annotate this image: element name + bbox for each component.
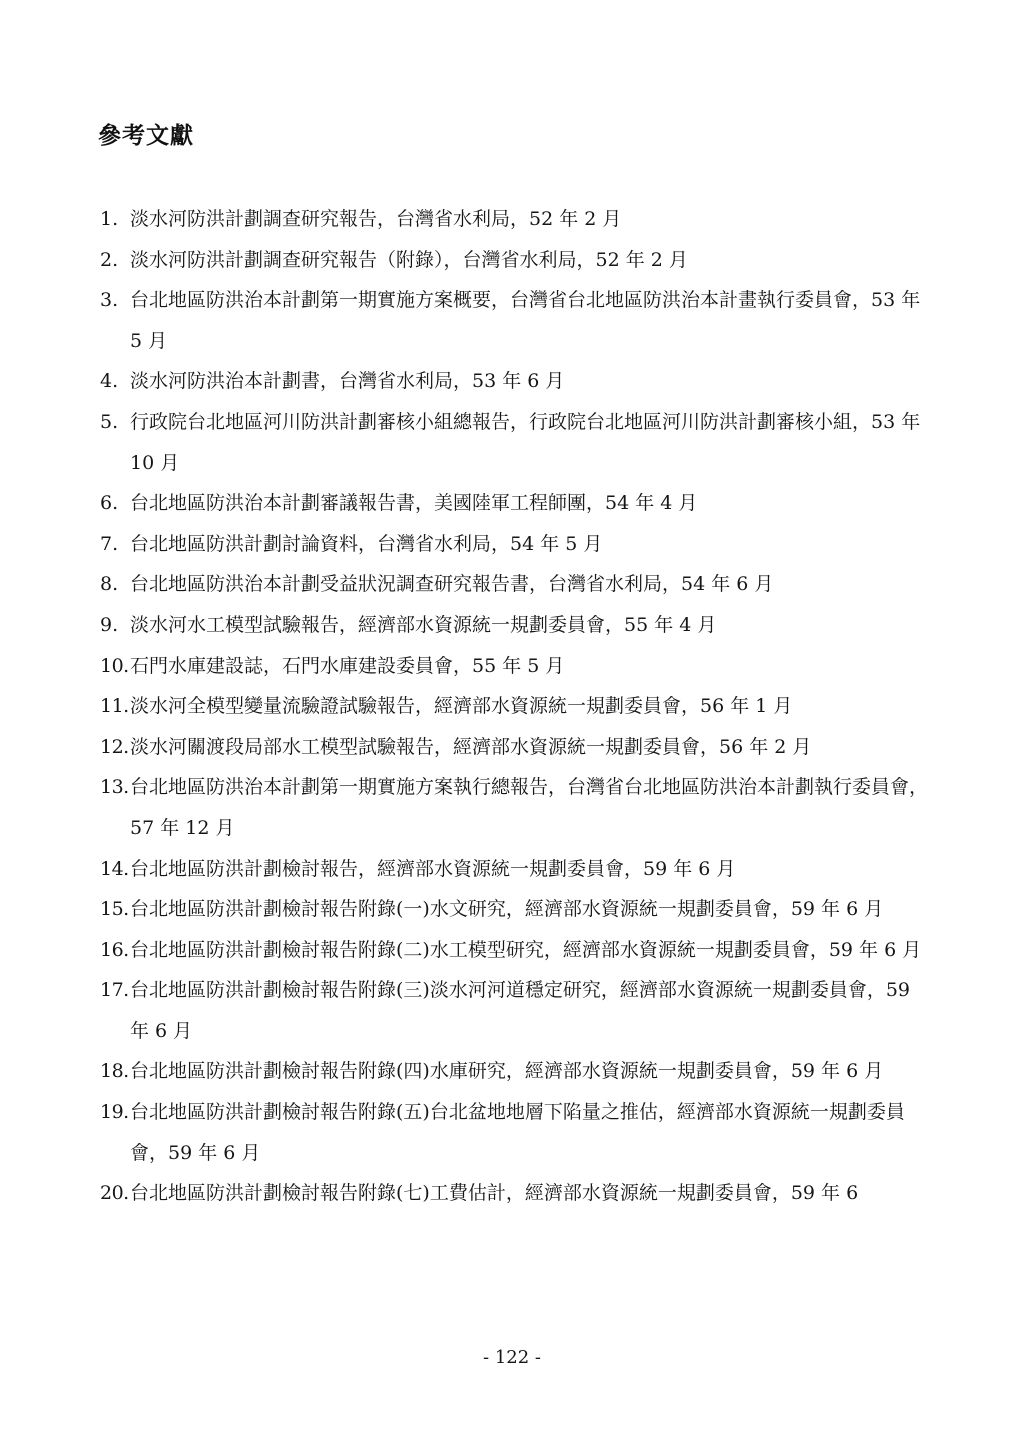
reference-text: 台北地區防洪治本計劃第一期實施方案執行總報告，台灣省台北地區防洪治本計劃執行委員會，57 年 12 月 — [130, 776, 929, 839]
reference-number: 17. — [100, 979, 129, 1002]
reference-item — [100, 849, 930, 890]
reference-item — [100, 1173, 930, 1214]
reference-text: 淡水河關渡段局部水工模型試驗報告，經濟部水資源統一規劃委員會，56 年 2 月 — [130, 735, 812, 758]
reference-item — [100, 930, 930, 971]
reference-number: 1. — [100, 208, 119, 230]
reference-item — [100, 605, 930, 646]
reference-item — [100, 524, 930, 565]
reference-item — [100, 646, 930, 687]
reference-item — [100, 727, 930, 768]
reference-item — [100, 686, 930, 727]
reference-number: 19. — [100, 1101, 129, 1124]
reference-number: 3. — [100, 289, 119, 312]
reference-number: 9. — [100, 613, 119, 636]
reference-item — [100, 361, 930, 402]
reference-text: 淡水河防洪計劃調查研究報告（附錄），台灣省水利局，52 年 2 月 — [130, 248, 688, 271]
reference-item — [100, 767, 930, 848]
reference-text: 淡水河水工模型試驗報告，經濟部水資源統一規劃委員會，55 年 4 月 — [130, 613, 717, 636]
reference-text: 台北地區防洪計劃討論資料，台灣省水利局，54 年 5 月 — [130, 532, 603, 555]
reference-number: 14. — [100, 857, 129, 880]
reference-item — [100, 970, 930, 1051]
reference-number: 5. — [100, 410, 119, 433]
reference-number: 8. — [100, 573, 119, 596]
reference-item — [100, 483, 930, 524]
reference-number: 16. — [100, 938, 129, 961]
reference-number: 15. — [100, 898, 129, 921]
reference-item — [100, 889, 930, 930]
section-title: 參考文獻 — [98, 123, 194, 149]
reference-item — [100, 280, 930, 361]
reference-number: 13. — [100, 776, 129, 799]
reference-number: 18. — [100, 1060, 129, 1083]
reference-text: 行政院台北地區河川防洪計劃審核小組總報告，行政院台北地區河川防洪計劃審核小組，53 年 10 月 — [130, 410, 921, 474]
reference-text: 淡水河全模型變量流驗證試驗報告，經濟部水資源統一規劃委員會，56 年 1 月 — [130, 695, 793, 718]
reference-number: 20. — [100, 1182, 129, 1205]
reference-text: 淡水河防洪計劃調查研究報告，台灣省水利局，52 年 2 月 — [130, 208, 622, 230]
reference-text: 台北地區防洪治本計劃審議報告書，美國陸軍工程師團，54 年 4 月 — [130, 492, 698, 515]
reference-text: 台北地區防洪治本計劃第一期實施方案概要，台灣省台北地區防洪治本計畫執行委員會，53 年 5 月 — [130, 289, 921, 352]
reference-number: 12. — [100, 735, 129, 758]
reference-text: 台北地區防洪治本計劃受益狀況調查研究報告書，台灣省水利局，54 年 6 月 — [130, 573, 774, 596]
reference-text: 石門水庫建設誌，石門水庫建設委員會，55 年 5 月 — [130, 654, 565, 677]
reference-item — [100, 564, 930, 605]
reference-number: 10. — [100, 654, 129, 677]
reference-text: 台北地區防洪計劃檢討報告附錄(四)水庫研究，經濟部水資源統一規劃委員會，59 年 6 月 — [130, 1060, 884, 1083]
reference-number: 2. — [100, 248, 119, 271]
reference-text: 台北地區防洪計劃檢討報告附錄(一)水文研究，經濟部水資源統一規劃委員會，59 年 6 月 — [130, 898, 884, 921]
reference-text: 台北地區防洪計劃檢討報告，經濟部水資源統一規劃委員會，59 年 6 月 — [130, 857, 736, 880]
reference-text: 台北地區防洪計劃檢討報告附錄(五)台北盆地地層下陷量之推估，經濟部水資源統一規劃委員會，59 年 6 月 — [130, 1101, 905, 1164]
reference-item — [100, 1092, 930, 1173]
reference-item — [100, 199, 930, 240]
reference-list — [100, 199, 930, 1214]
reference-item — [100, 402, 930, 483]
reference-number: 6. — [100, 492, 119, 515]
reference-text: 台北地區防洪計劃檢討報告附錄(三)淡水河河道穩定研究，經濟部水資源統一規劃委員會，59 年 6 月 — [130, 979, 911, 1042]
reference-text: 台北地區防洪計劃檢討報告附錄(二)水工模型研究，經濟部水資源統一規劃委員會，59 年 6 月 — [130, 938, 922, 961]
reference-text: 淡水河防洪治本計劃書，台灣省水利局，53 年 6 月 — [130, 370, 565, 393]
reference-number: 4. — [100, 370, 119, 393]
reference-item — [100, 1051, 930, 1092]
reference-item — [100, 240, 930, 281]
reference-number: 11. — [100, 695, 129, 718]
page-number: - 122 - — [483, 1347, 541, 1368]
reference-text: 台北地區防洪計劃檢討報告附錄(七)工費估計，經濟部水資源統一規劃委員會，59 年 6 — [130, 1182, 859, 1205]
reference-number: 7. — [100, 532, 119, 555]
